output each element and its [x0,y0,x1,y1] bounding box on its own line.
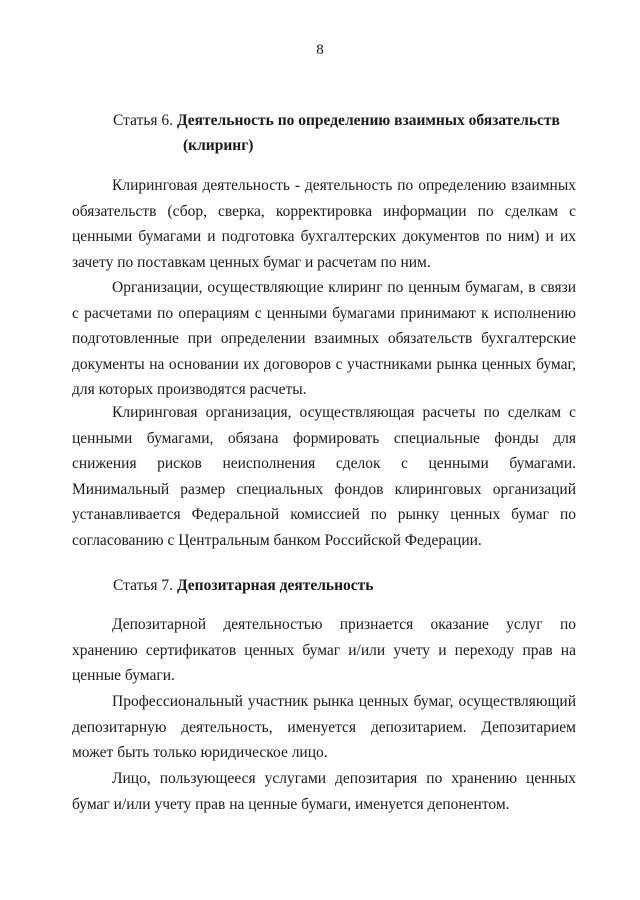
article-6-heading [113,108,577,158]
article-6-title: Деятельность по определению взаимных обязательств [176,112,560,129]
article-7-number: Статья 7. [113,577,174,594]
article-6-title-continuation: (клиринг) [183,137,254,154]
article-7-paragraph-1: Депозитарной деятельностью признается оказание услуг по хранению сертификатов ценных бумаг и/или учету и переходу прав на ценные бумаги. [72,616,576,684]
article-7-paragraph-3: Лицо, пользующееся услугами депозитария по хранению ценных бумаг и/или учету прав на ценные бумаги, именуется депонентом. [72,770,576,813]
article-7-paragraph-2: Профессиональный участник рынка ценных бумаг, осуществляющий депозитарную деятельность, именуется депозитарием. Депозитарием может быть только юридическое лицо. [72,693,576,761]
article-7-heading [113,573,577,598]
article-6-paragraph-3: Клиринговая организация, осуществляющая расчеты по сделкам с ценными бумагами, обязана формировать специальные фонды для снижения рисков неисполнения сделок с ценными бумагами. Минимальный размер специальных фондов клиринговых организаций устанавливается Федеральной комиссией по рынку ценных бумаг по согласованию с Центральным банком Российской Федерации. [72,404,576,549]
article-6-paragraph-2: Организации, осуществляющие клиринг по ценным бумагам, в связи с расчетами по операциям с ценными бумагами принимают к исполнению подготовленные при определении взаимных обязательств бухгалтерские документы на основании их договоров с участниками рынка ценных бумаг, для которых производятся расчеты. [72,279,576,398]
article-6-number: Статья 6. [113,112,174,129]
article-7-title: Депозитарная деятельность [176,577,374,594]
page-number: 8 [316,42,324,58]
article-6-paragraph-1: Клиринговая деятельность - деятельность по определению взаимных обязательств (сбор, сверка, корректировка информации по сделкам с ценными бумагами и подготовка бухгалтерских документов по ним) и их зачету по поставкам ценных бумаг и расчетам по ним. [72,177,576,271]
